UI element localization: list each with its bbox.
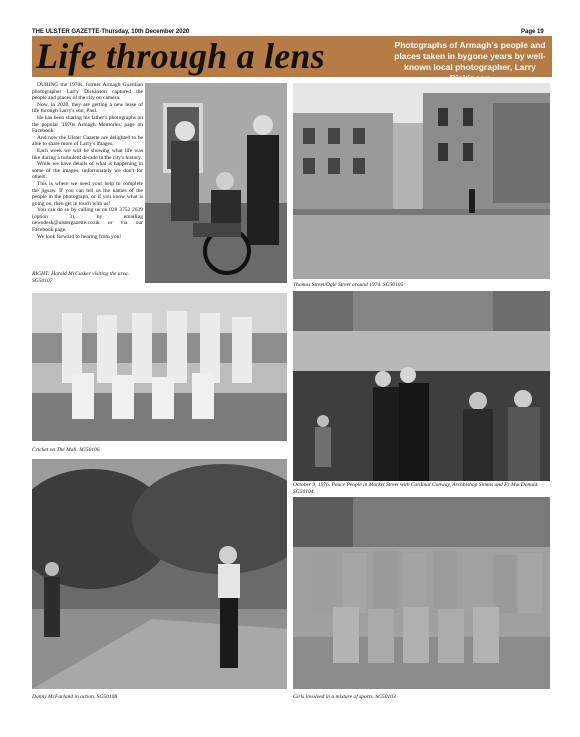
feature-title: Life through a lens [36, 36, 325, 76]
intro-paragraph: Each week we will be showing what life was like during a turbulent decade in the city's history. [32, 147, 143, 161]
intro-paragraph: While we have details of what is happening in some of the images, unfortunately we don't for others. [32, 161, 143, 181]
caption-cricket: Cricket on The Mall. SG50106 [32, 447, 100, 453]
caption-mccusker: RIGHT: Harold McCusker visiting the area. SG50107 [32, 271, 130, 284]
intro-paragraph: And now the Ulster Gazette are delighted to be able to share more of Larry's images. [32, 134, 143, 148]
photo-girls-sports [293, 497, 550, 689]
intro-paragraph: DURING the 1970s, former Armagh Guardian photographer Larry Dickinson captured the people and places of the city on camera. [32, 82, 143, 102]
photo-cricket-team [32, 293, 287, 441]
intro-article [32, 82, 143, 272]
intro-paragraph: Now, in 2020, they are getting a new lease of life through Larry's son, Paul. [32, 101, 143, 115]
caption-sports: Girls involved in a mixture of sports. SG50103 [293, 694, 396, 700]
masthead-date: THE ULSTER GAZETTE-Thursday, 10th December 2020 [32, 29, 190, 35]
page-number: Page 19 [521, 29, 544, 35]
feature-subtitle: Photographs of Armagh's people and places taken in bygone years by well-known local photographer, Larry Dickinson [394, 40, 546, 83]
intro-paragraph: We look forward to hearing from you! [37, 233, 122, 240]
photo-danny-mcfarland [32, 459, 287, 689]
intro-paragraph: He has been sharing his father's photographs on the popular '1970s Armagh Memories' page on Facebook. [32, 114, 143, 135]
intro-paragraph: This is where we need your help to complete the jigsaw. If you can tell us the names of the people in the photograph, or if you know what is going on, then get in touch with us! [32, 180, 143, 207]
title-banner [32, 36, 552, 83]
caption-thomas-street: Thomas Street/Ogle Street around 1974. SG50105 [293, 282, 404, 288]
intro-paragraph: You can do so by calling us on 028 3752 2639 (option 3), by emailing newsdesk@ulstergazette.co.uk or via our Facebook page. [32, 207, 143, 234]
caption-peace-people: October 9, 1976. Peace People in Market Street with Cardinal Conway, Archbishop Simms and Fr MacDonald. SG50104 [293, 482, 539, 495]
caption-mcfarland: Danny McFarland in action. SG50108 [32, 694, 118, 700]
photo-mccusker-visit [145, 83, 287, 283]
photo-thomas-street [293, 83, 550, 279]
photo-peace-people [293, 291, 550, 481]
